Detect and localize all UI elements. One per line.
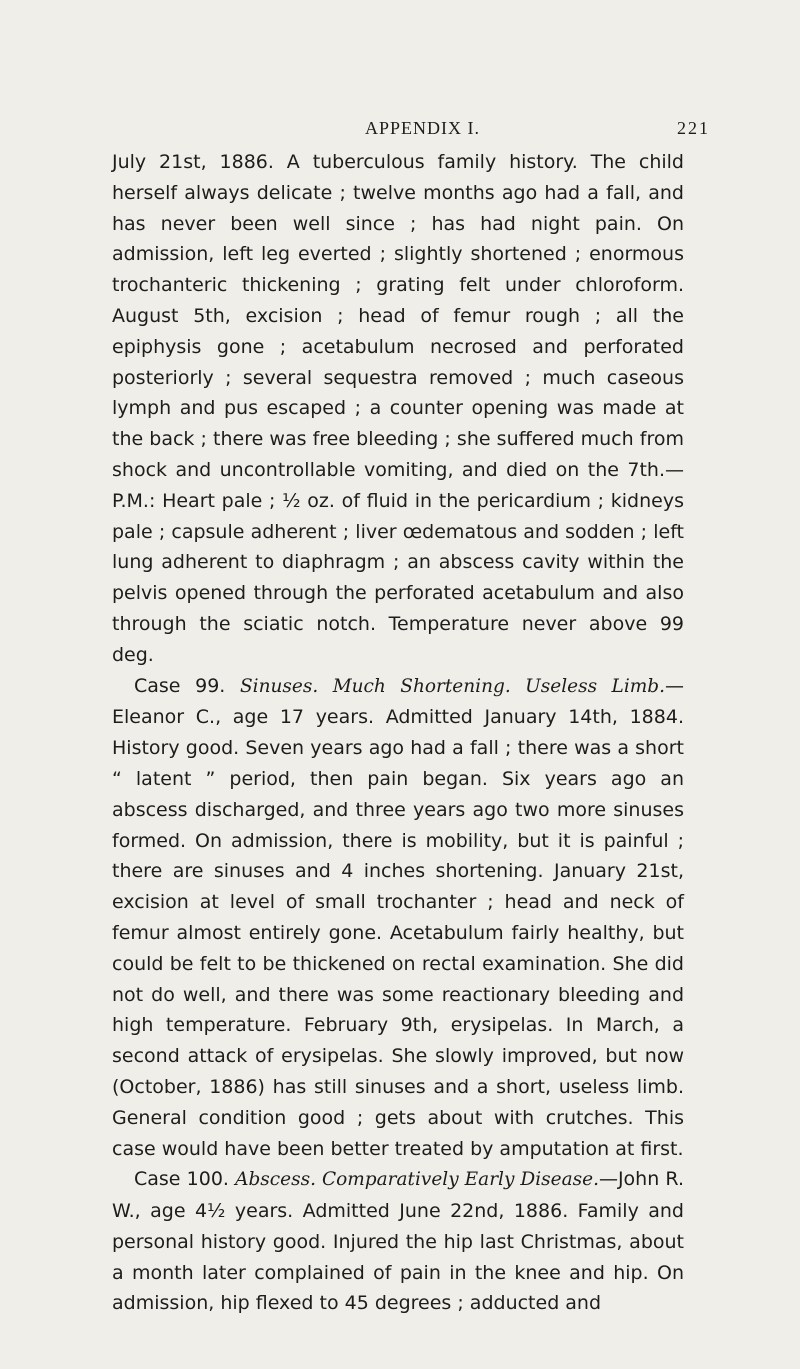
- paragraph-text: July 21st, 1886. A tuberculous family history. The child herself always delicate ; twelve months ago had a fall, and has never been well since ; has had night pain. On admission, left leg everted ; slightly shortened ; enormous trochanteric thickening ; grating felt under chloroform. August 5th, excision ; head of femur rough ; all the epiphysis gone ; acetabulum necrosed and perforated posteriorly ; several sequestra removed ; much caseous lymph and pus escaped ; a counter opening was made at the back ; there was free bleeding ; she suffered much from shock and uncontrollable vomiting, and died on the 7th.—P.M.: Heart pale ; ½ oz. of fluid in the pericardium ; kidneys pale ; capsule adherent ; liver œdematous and sodden ; left lung adherent to diaphragm ; an abscess cavity within the pelvis opened through the perforated acetabulum and also through the sciatic notch. Temperature never above 99 deg.: [112, 151, 684, 666]
- paragraph-text: —Eleanor C., age 17 years. Admitted January 14th, 1884. History good. Seven years ago had a fall ; there was a short “ latent ” period, then pain began. Six years ago an abscess discharged, and three years ago two more sinuses formed. On admission, there is mobility, but it is painful ; there are sinuses and 4 inches shortening. January 21st, excision at level of small trochanter ; head and neck of femur almost entirely gone. Acetabulum fairly healthy, but could be felt to be thickened on rectal examination. She did not do well, and there was some reactionary bleeding and high temperature. February 9th, erysipelas. In March, a second attack of erysipelas. She slowly improved, but now (October, 1886) has still sinuses and a short, useless limb. General condition good ; gets about with crutches. This case would have been better treated by amputation at first.: [112, 674, 685, 1160]
- body-text: [112, 147, 684, 1319]
- case-label: Case 99.: [134, 674, 240, 697]
- case-paragraph-continued: [112, 147, 684, 671]
- case-heading: Sinuses. Much Shortening. Useless Limb.: [239, 675, 666, 697]
- header-title: APPENDIX I.: [364, 118, 480, 138]
- paragraph-text: —John R. W., age 4½ years. Admitted June 22nd, 1886. Family and personal history good. Injured the hip last Christmas, about a month later complained of pain in the knee and hip. On admission, hip flexed to 45 degrees ; adducted and: [112, 1168, 684, 1315]
- page-number: 221: [677, 118, 710, 138]
- case-100-paragraph: [112, 1164, 684, 1319]
- case-heading: Abscess. Comparatively Early Disease.: [235, 1169, 599, 1191]
- case-label: Case 100.: [134, 1168, 236, 1191]
- running-header: [135, 118, 710, 142]
- case-99-paragraph: [112, 671, 684, 1165]
